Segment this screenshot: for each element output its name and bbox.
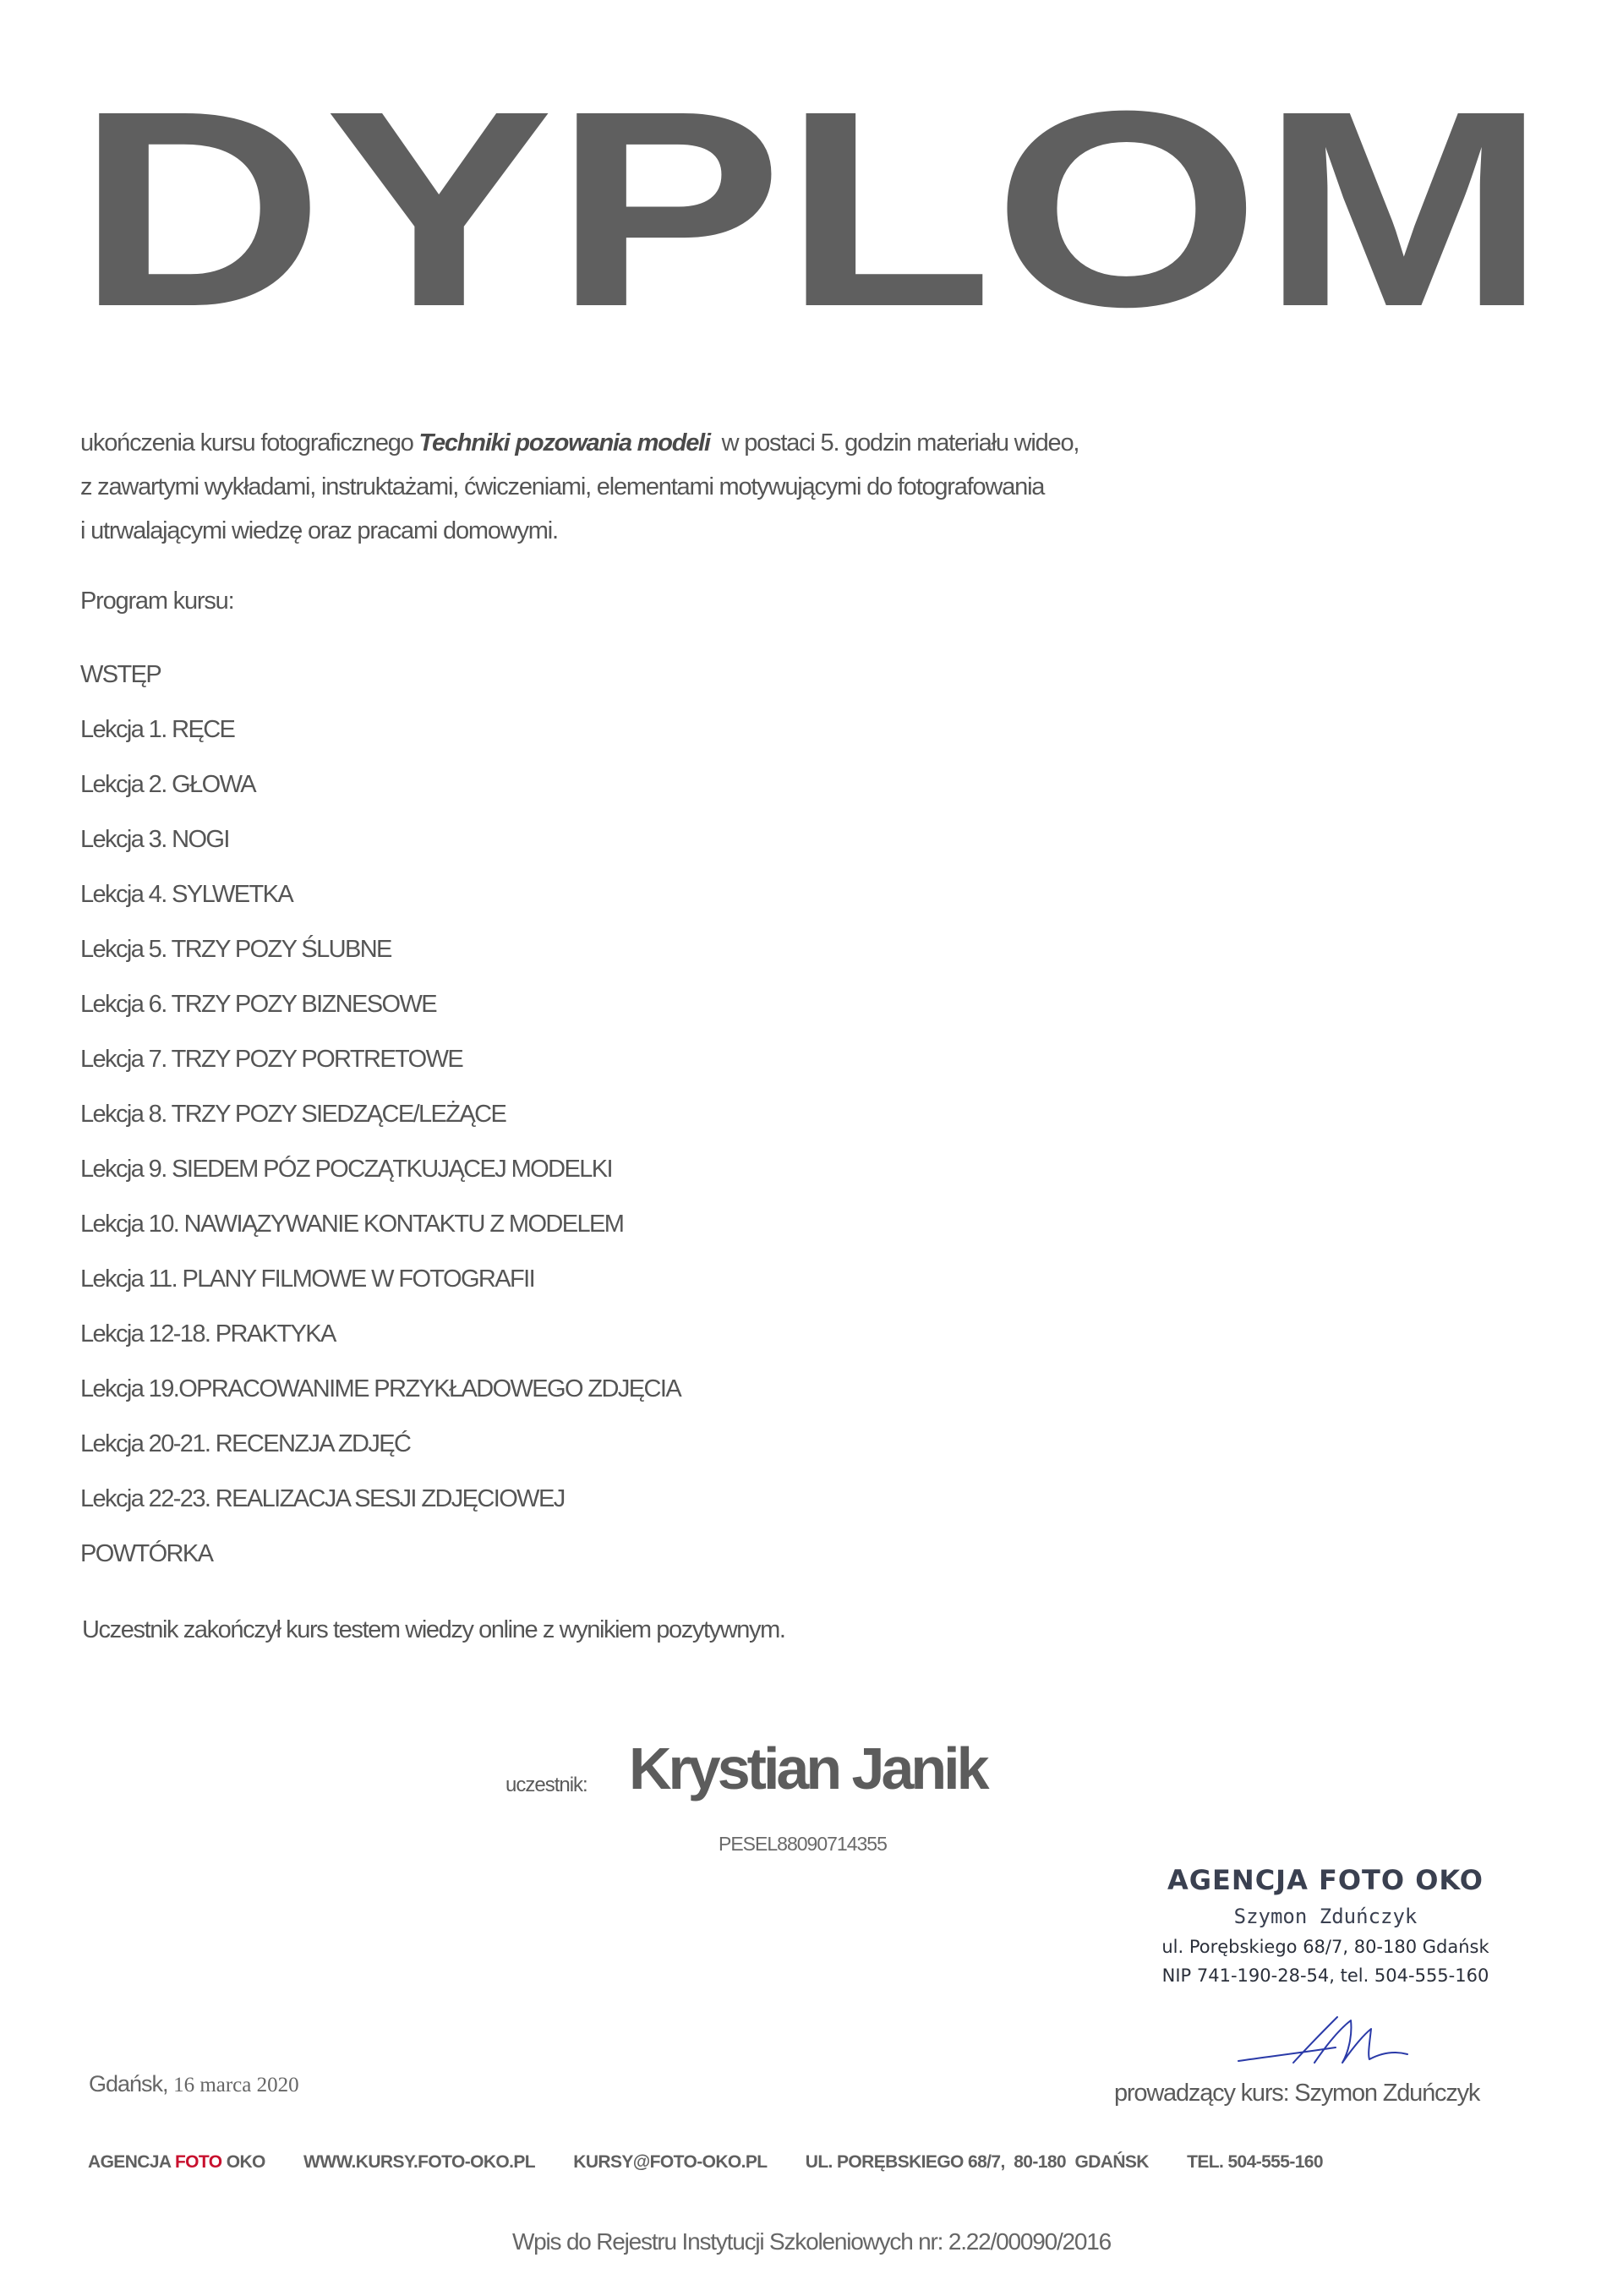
footer-phone: TEL. 504-555-160 [1187,2152,1323,2172]
diploma-title-text: DYPLOM [76,89,1547,325]
footer-website: WWW.KURSY.FOTO-OKO.PL [303,2152,536,2172]
program-item: Lekcja 2. GŁOWA [80,771,256,798]
registry-entry: Wpis do Rejestru Instytucji Szkoleniowych nr: 2.22/00090/2016 [511,2228,1112,2255]
result-statement: Uczestnik zakończył kurs testem wiedzy online z wynikiem pozytywnym. [82,1616,785,1643]
program-item: Lekcja 8. TRZY POZY SIEDZĄCE/LEŻĄCE [80,1101,506,1128]
participant-name: Krystian Janik [629,1736,986,1801]
program-item: Lekcja 3. NOGI [80,826,229,853]
issue-date: 16 marca 2020 [173,2074,299,2096]
description-line-1 [80,421,1399,465]
stamp-nip: NIP 741-190-28-54, tel. 504-555-160 [1161,1965,1489,1986]
signature-icon [1234,2010,1412,2078]
stamp-owner: Szymon Zduńczyk [1233,1905,1418,1928]
footer-address: UL. PORĘBSKIEGO 68/7, 80-180 GDAŃSK [805,2152,1149,2172]
program-item: POWTÓRKA [80,1540,213,1567]
stamp-agency: AGENCJA FOTO OKO [1167,1864,1484,1896]
footer-brand [88,2152,265,2172]
participant-pesel: PESEL88090714355 [719,1833,887,1855]
footer-brand-part: AGENCJA [88,2152,175,2172]
program-item: Lekcja 7. TRZY POZY PORTRETOWE [80,1046,463,1073]
diploma-title [76,89,1547,325]
description-text: w postaci 5. godzin materiału wideo, [709,429,1079,456]
stamp-address: ul. Porębskiego 68/7, 80-180 Gdańsk [1161,1937,1489,1957]
description-line-2: z zawartymi wykładami, instruktażami, ćwiczeniami, elementami motywującymi do fotografowania [80,473,1045,500]
program-item: Lekcja 10. NAWIĄZYWANIE KONTAKTU Z MODELEM [80,1211,624,1238]
footer-brand-accent: FOTO [174,2152,222,2172]
program-item: Lekcja 22-23. REALIZACJA SESJI ZDJĘCIOWEJ [80,1485,565,1512]
program-item: Lekcja 20-21. RECENZJA ZDJĘĆ [80,1430,411,1457]
description-line-3: i utrwalającymi wiedzę oraz pracami domowymi. [80,517,558,544]
program-item: Lekcja 1. RĘCE [80,716,235,743]
program-item: Lekcja 9. SIEDEM PÓZ POCZĄTKUJĄCEJ MODELKI [80,1156,612,1183]
program-list [80,658,680,1592]
program-item: Lekcja 6. TRZY POZY BIZNESOWE [80,991,436,1018]
instructor-signature-label: prowadzący kurs: Szymon Zduńczyk [1114,2080,1480,2107]
program-item: Lekcja 12-18. PRAKTYKA [80,1320,336,1348]
footer-contact-bar [88,2152,1357,2173]
description-text: ukończenia kursu fotograficznego [80,429,419,456]
course-name: Techniki pozowania modeli [418,429,710,456]
program-item: WSTĘP [80,661,161,688]
program-item: Lekcja 4. SYLWETKA [80,881,293,908]
company-stamp [1148,1863,1503,1998]
program-item: Lekcja 11. PLANY FILMOWE W FOTOGRAFII [80,1266,535,1293]
program-item: Lekcja 19.OPRACOWANIME PRZYKŁADOWEGO ZDJĘCIA [80,1375,681,1402]
footer-brand-part: OKO [221,2152,265,2172]
place-and-date [89,2071,299,2097]
program-heading: Program kursu: [80,588,234,615]
city: Gdańsk, [89,2071,174,2096]
participant-label: uczestnik: [505,1774,587,1796]
footer-email: KURSY@FOTO-OKO.PL [573,2152,768,2172]
program-item: Lekcja 5. TRZY POZY ŚLUBNE [80,936,391,963]
course-description [80,421,1399,553]
